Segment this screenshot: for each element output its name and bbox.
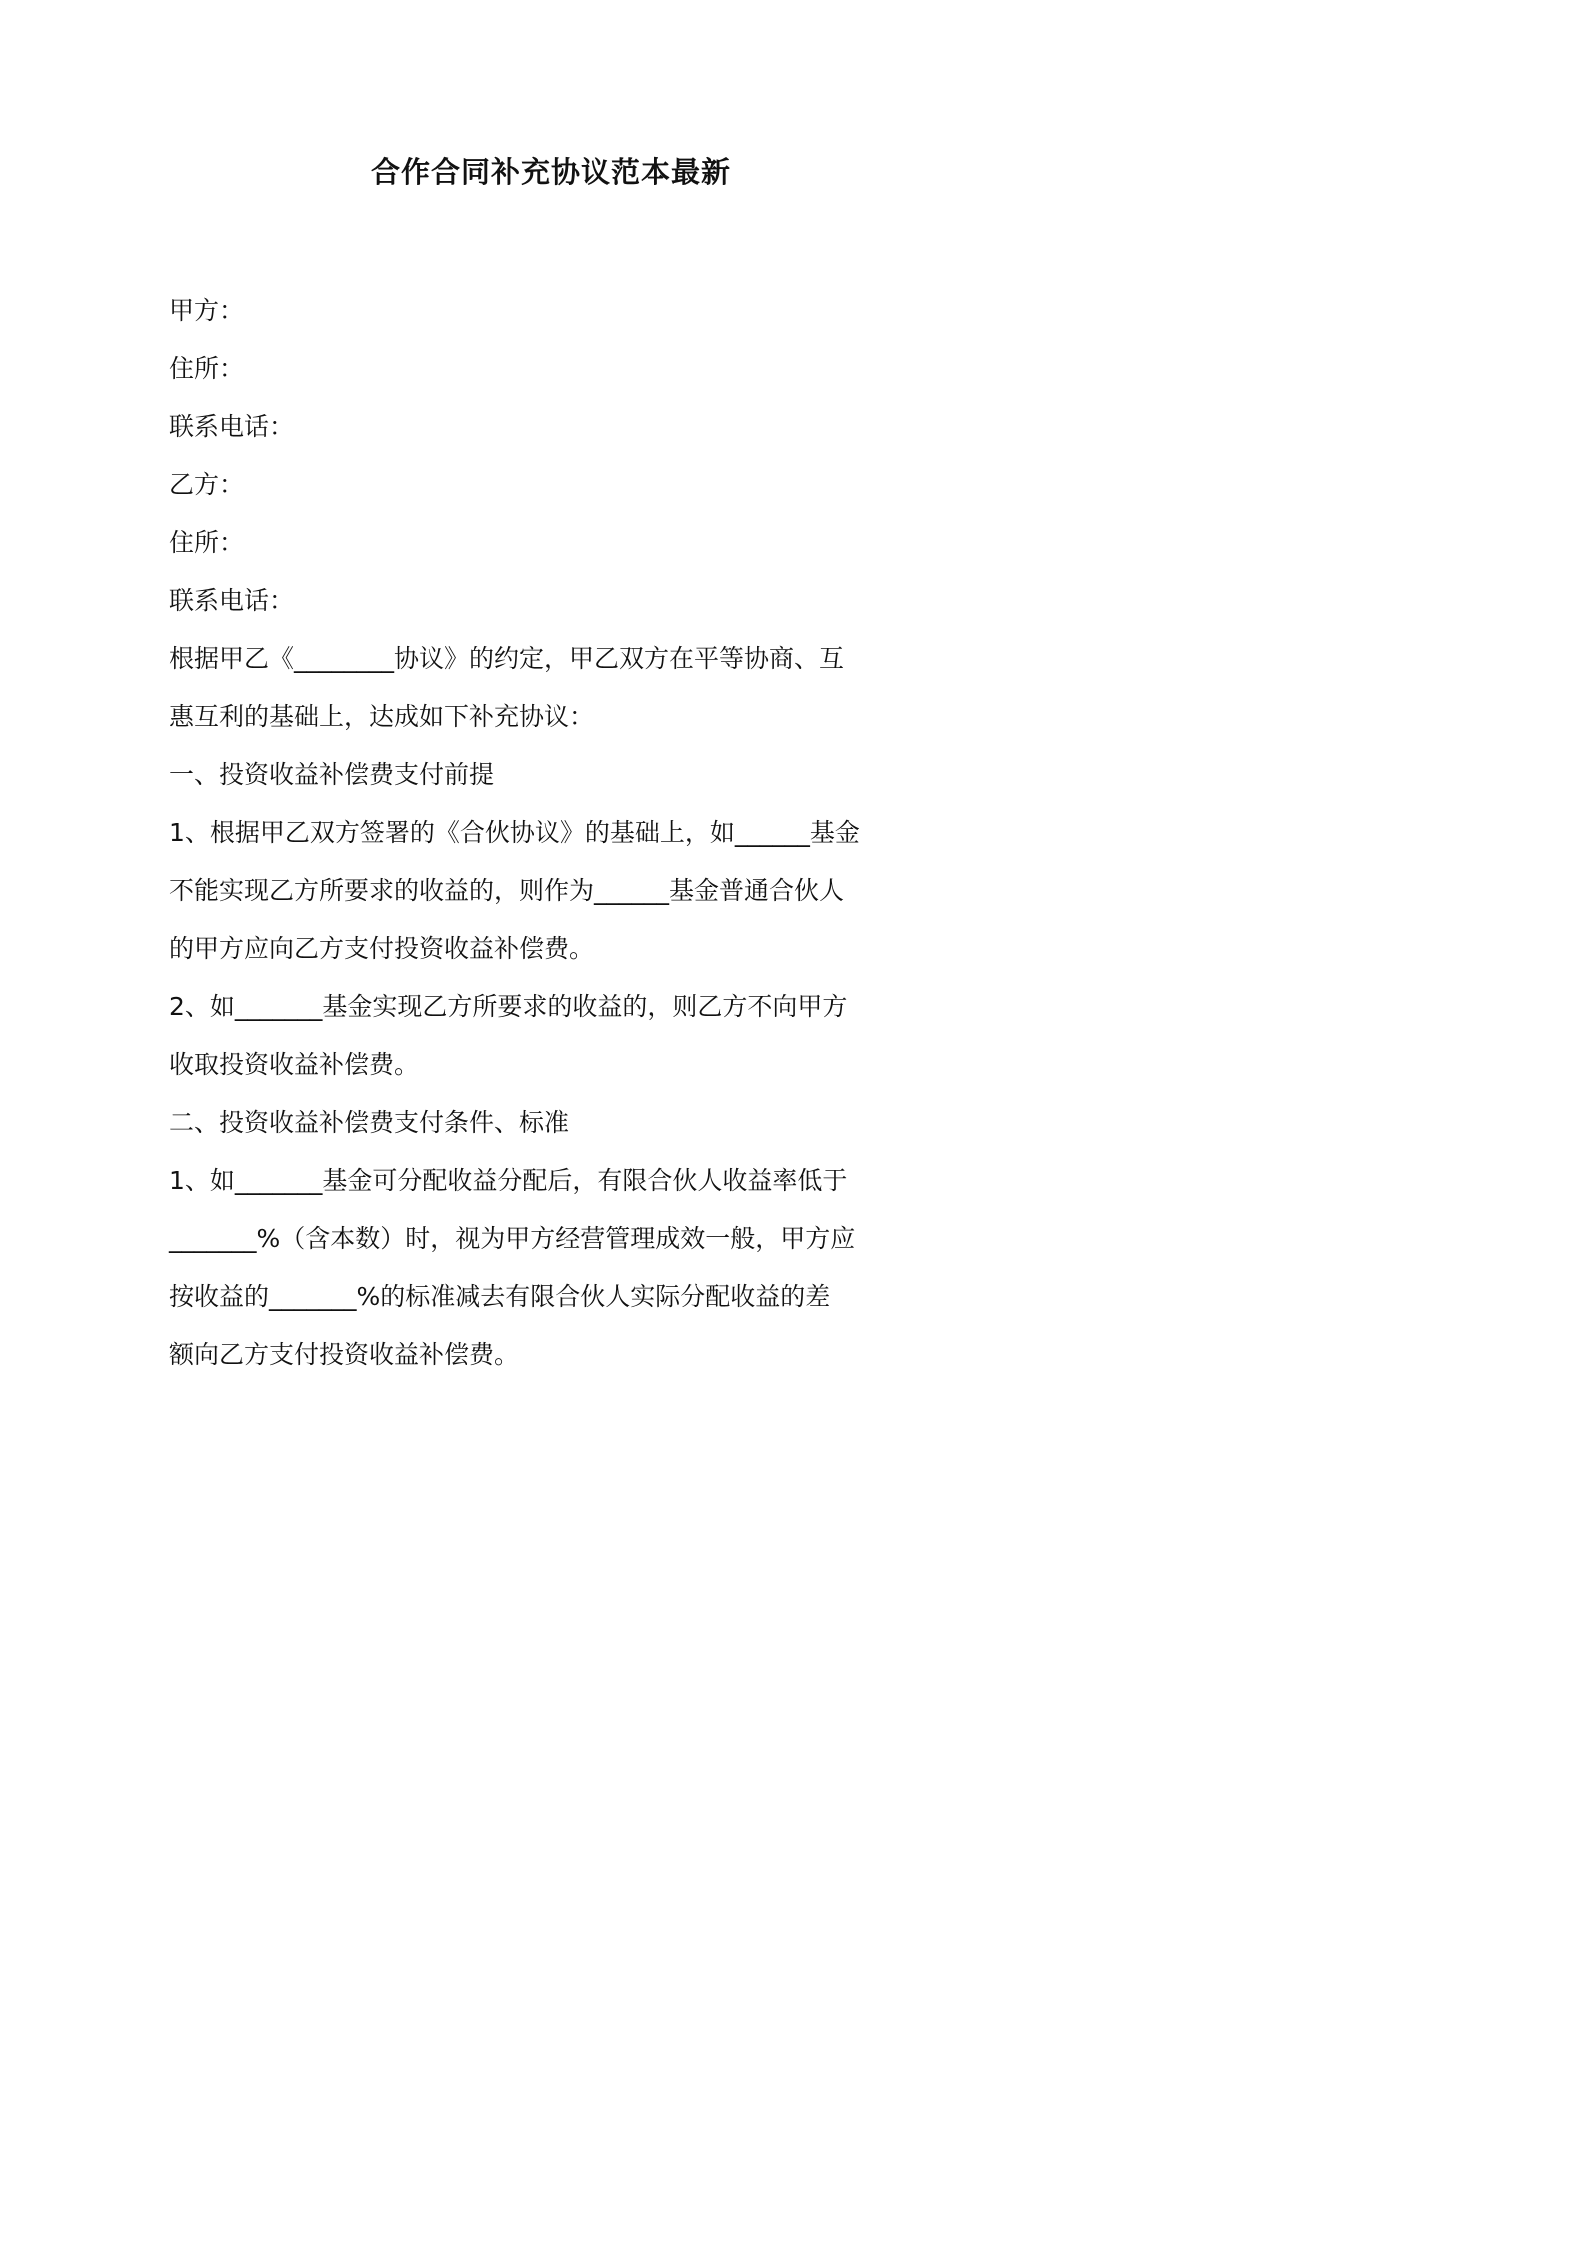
clause-2-1-line-2: _______%（含本数）时，视为甲方经营管理成效一般，甲方应 [169,1224,856,1253]
clause-1-2-line-2: 收取投资收益补偿费。 [169,1050,420,1079]
party-a-label: 甲方： [169,296,245,325]
clause-1-1-line-1: 1、根据甲乙双方签署的《合伙协议》的基础上，如______基金 [169,818,860,847]
party-a-address-label: 住所： [169,354,245,383]
party-a-phone-label: 联系电话： [169,412,295,441]
party-b-address-label: 住所： [169,528,245,557]
document-title: 合作合同补充协议范本最新 [370,155,731,189]
clause-1-1-line-2: 不能实现乙方所要求的收益的，则作为______基金普通合伙人 [169,876,845,905]
clause-2-1-line-4: 额向乙方支付投资收益补偿费。 [169,1340,520,1369]
party-b-phone-label: 联系电话： [169,586,295,615]
party-b-label: 乙方： [169,470,245,499]
document-body [169,282,949,1384]
preamble-line-1: 根据甲乙《________协议》的约定，甲乙双方在平等协商、互 [169,644,845,673]
clause-1-2-line-1: 2、如_______基金实现乙方所要求的收益的，则乙方不向甲方 [169,992,848,1021]
section-2-heading: 二、投资收益补偿费支付条件、标准 [169,1108,570,1137]
clause-2-1-line-3: 按收益的_______%的标准减去有限合伙人实际分配收益的差 [169,1282,831,1311]
preamble-line-2: 惠互利的基础上，达成如下补充协议： [169,702,595,731]
section-1-heading: 一、投资收益补偿费支付前提 [169,760,495,789]
clause-1-1-line-3: 的甲方应向乙方支付投资收益补偿费。 [169,934,595,963]
document-page [0,0,1102,1559]
clause-2-1-line-1: 1、如_______基金可分配收益分配后，有限合伙人收益率低于 [169,1166,848,1195]
